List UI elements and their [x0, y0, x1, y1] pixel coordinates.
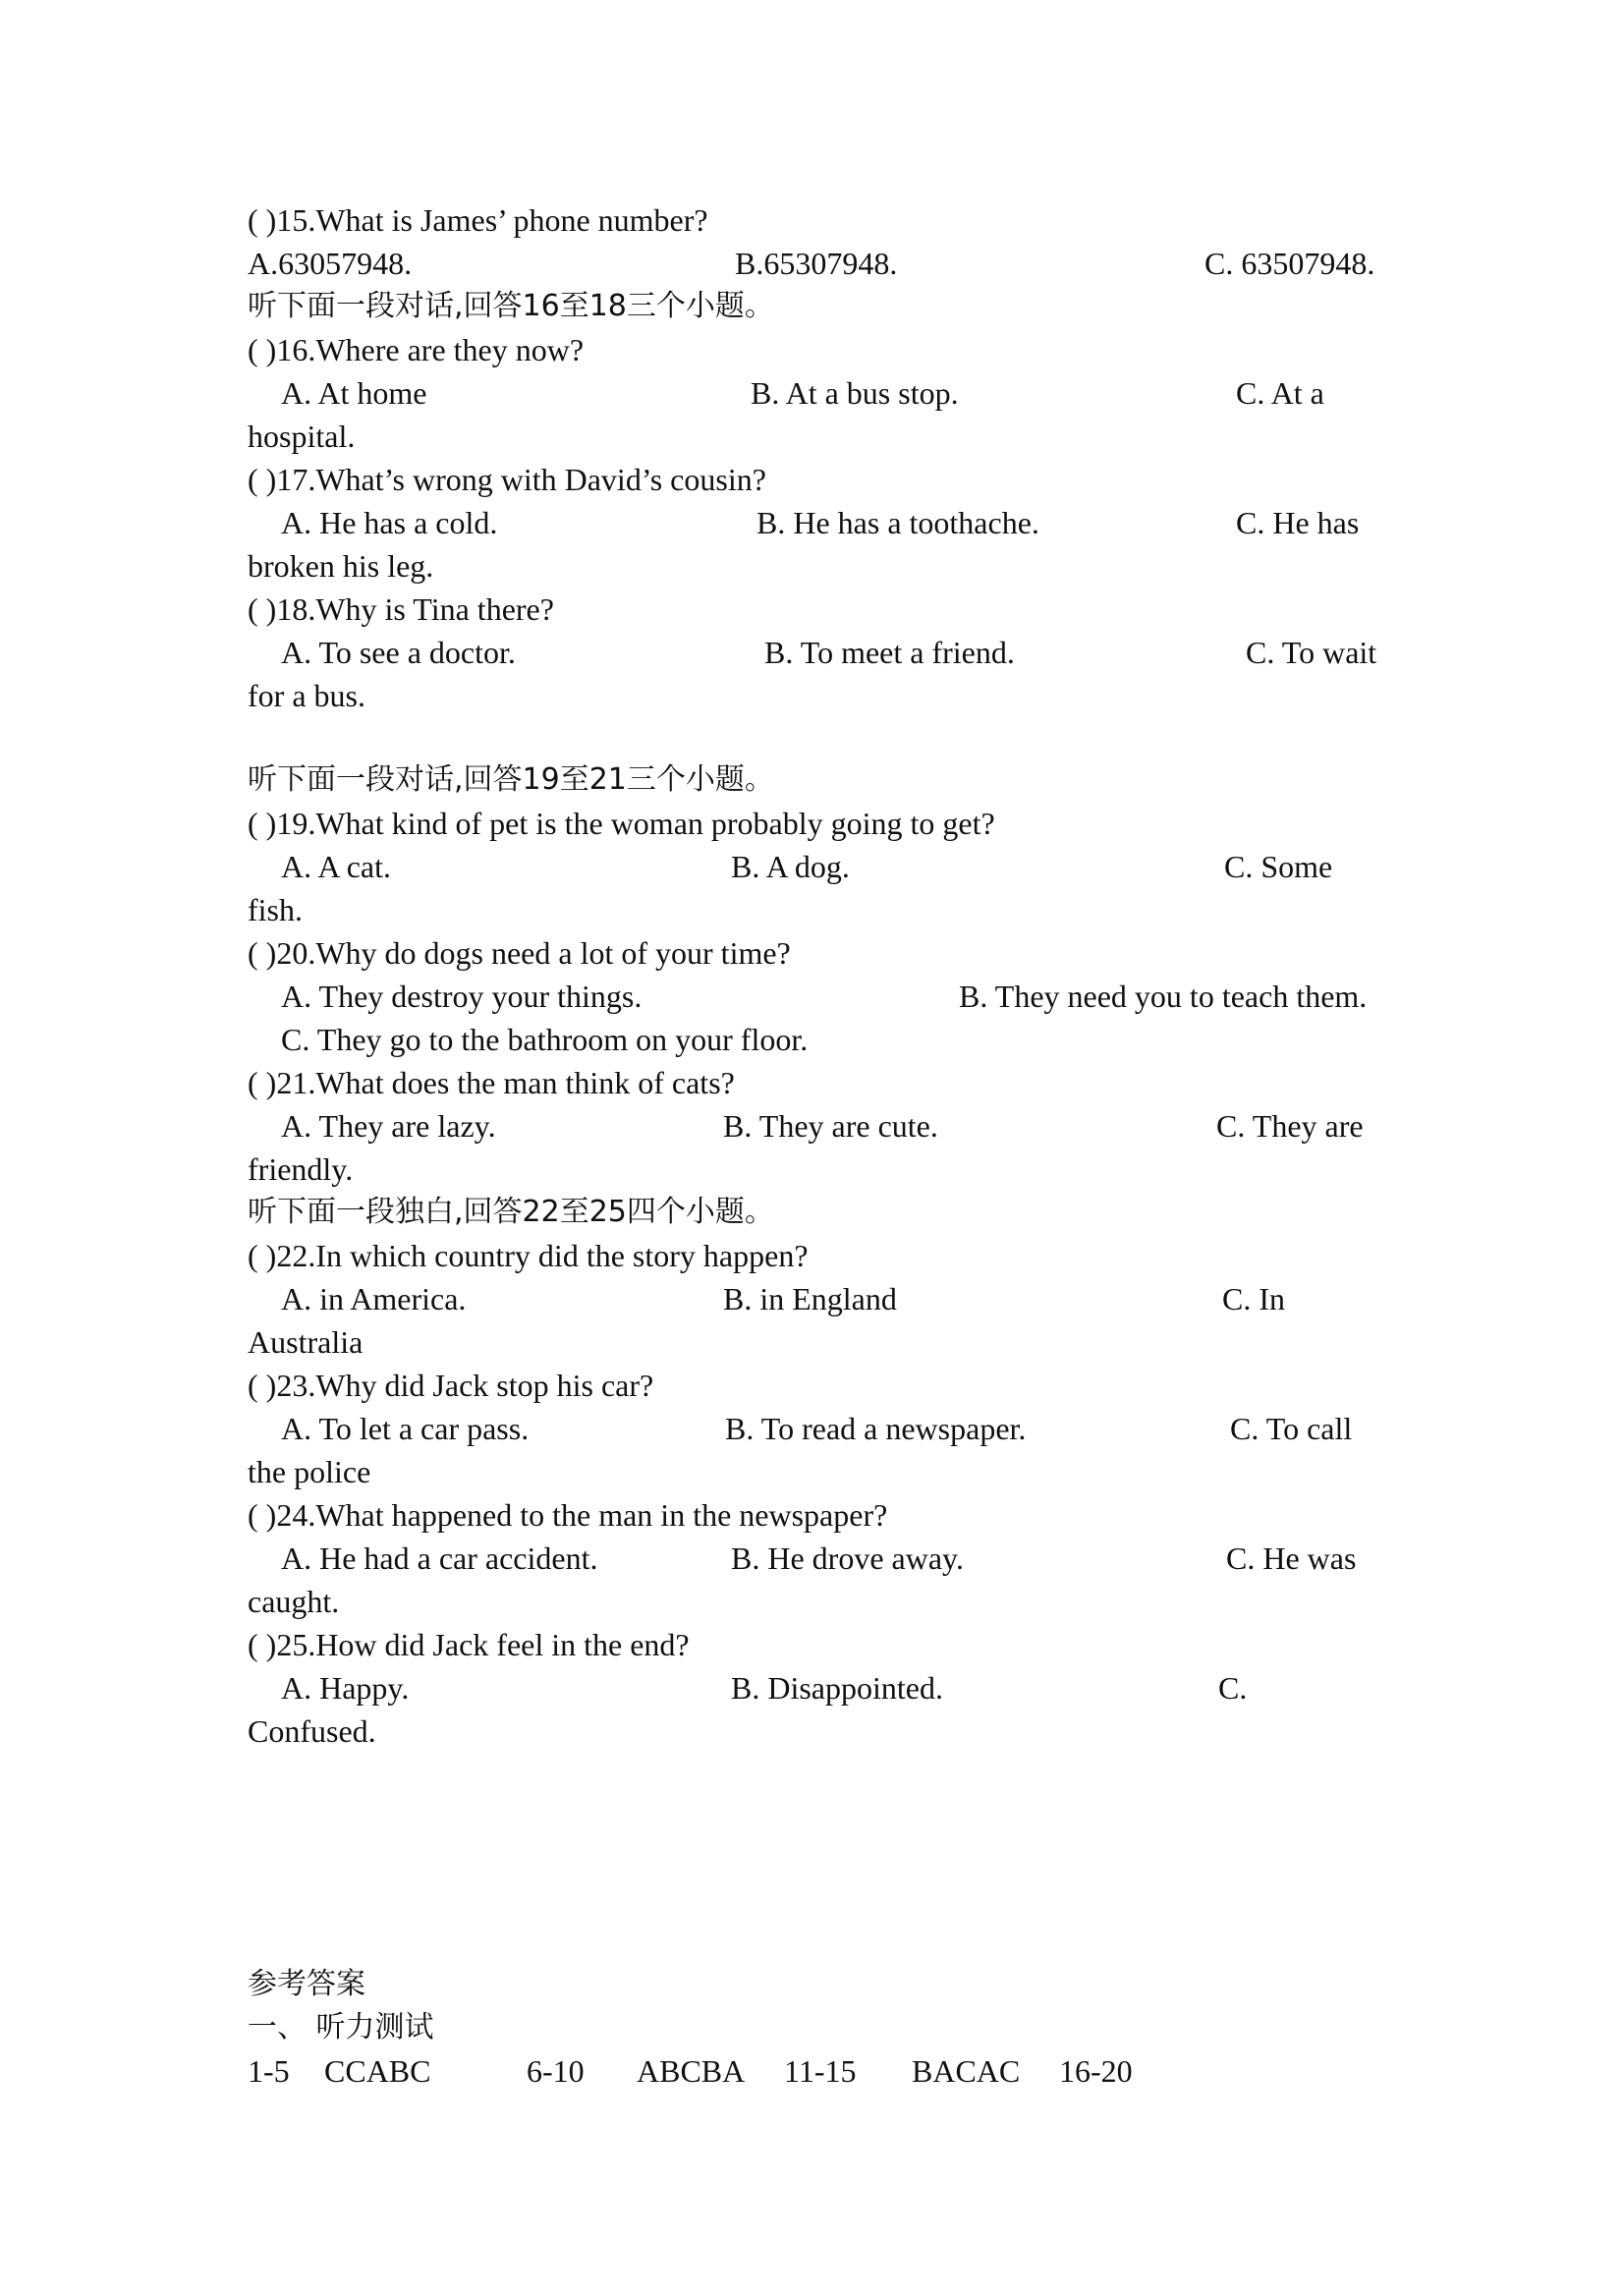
question-18-option-c: C. To wait: [1246, 635, 1377, 670]
question-25-stem: ( )25.How did Jack feel in the end?: [248, 1627, 690, 1662]
question-17-option-a: A. He has a cold.: [281, 505, 498, 540]
question-21-option-c: C. They are: [1216, 1108, 1364, 1144]
answer-key-range-16-20: 16-20: [1059, 2053, 1133, 2089]
question-19-option-c: C. Some: [1224, 849, 1333, 884]
question-24-stem: ( )24.What happened to the man in the newspaper?: [248, 1497, 888, 1533]
question-23-wrap: the police: [248, 1454, 371, 1489]
question-20-option-a: A. They destroy your things.: [281, 979, 643, 1014]
answer-key-range-1-5: 1-5: [248, 2053, 290, 2089]
question-20-stem: ( )20.Why do dogs need a lot of your time?: [248, 935, 791, 971]
answer-key-answers-1-5: CCABC: [324, 2053, 431, 2089]
section-heading-22-25: 听下面一段独白,回答22至25四个小题。: [248, 1195, 774, 1229]
question-22-option-b: B. in England: [723, 1281, 897, 1316]
question-22-option-a: A. in America.: [281, 1281, 467, 1316]
answer-key-range-6-10: 6-10: [527, 2053, 585, 2089]
question-17-option-c: C. He has: [1236, 505, 1360, 540]
question-16-option-a: A. At home: [281, 375, 427, 411]
question-21-wrap: friendly.: [248, 1151, 354, 1187]
question-25-option-b: B. Disappointed.: [731, 1670, 943, 1706]
answer-key-answers-6-10: ABCBA: [637, 2053, 746, 2089]
question-22-option-c: C. In: [1222, 1281, 1285, 1316]
question-21-option-a: A. They are lazy.: [281, 1108, 496, 1144]
answer-key-answers-11-15: BACAC: [912, 2053, 1021, 2089]
question-15-option-c: C. 63507948.: [1204, 246, 1375, 281]
question-16-option-b: B. At a bus stop.: [751, 375, 959, 411]
question-15-stem: ( )15.What is James’ phone number?: [248, 202, 708, 238]
question-25-option-c: C.: [1218, 1670, 1248, 1706]
question-16-stem: ( )16.Where are they now?: [248, 332, 585, 367]
question-20-option-b: B. They need you to teach them.: [959, 979, 1368, 1014]
question-23-option-b: B. To read a newspaper.: [725, 1411, 1027, 1446]
question-21-stem: ( )21.What does the man think of cats?: [248, 1065, 735, 1100]
question-18-option-b: B. To meet a friend.: [764, 635, 1015, 670]
question-15-option-b: B.65307948.: [735, 246, 898, 281]
question-22-stem: ( )22.In which country did the story happen?: [248, 1238, 809, 1273]
question-19-stem: ( )19.What kind of pet is the woman probably going to get?: [248, 806, 995, 841]
question-16-option-c: C. At a: [1236, 375, 1324, 411]
question-24-option-b: B. He drove away.: [731, 1540, 964, 1576]
question-23-stem: ( )23.Why did Jack stop his car?: [248, 1368, 654, 1403]
answer-key-range-11-15: 11-15: [784, 2053, 857, 2089]
question-20-option-c: C. They go to the bathroom on your floor.: [281, 1022, 809, 1057]
answer-key-title: 参考答案: [248, 1967, 365, 2001]
question-25-wrap: Confused.: [248, 1713, 376, 1749]
question-16-wrap: hospital.: [248, 419, 356, 454]
question-17-stem: ( )17.What’s wrong with David’s cousin?: [248, 462, 766, 497]
question-23-option-a: A. To let a car pass.: [281, 1411, 530, 1446]
question-22-wrap: Australia: [248, 1324, 364, 1360]
question-15-option-a: A.63057948.: [248, 246, 413, 281]
question-18-option-a: A. To see a doctor.: [281, 635, 516, 670]
question-24-option-c: C. He was: [1226, 1540, 1357, 1576]
section-heading-19-21: 听下面一段对话,回答19至21三个小题。: [248, 762, 774, 797]
question-19-option-b: B. A dog.: [731, 849, 850, 884]
question-19-option-a: A. A cat.: [281, 849, 391, 884]
question-18-wrap: for a bus.: [248, 678, 365, 713]
question-24-wrap: caught.: [248, 1584, 340, 1619]
question-25-option-a: A. Happy.: [281, 1670, 410, 1706]
question-17-option-b: B. He has a toothache.: [756, 505, 1039, 540]
answer-key-part: 一、 听力测试: [248, 2010, 434, 2044]
question-21-option-b: B. They are cute.: [723, 1108, 938, 1144]
question-17-wrap: broken his leg.: [248, 548, 434, 584]
question-18-stem: ( )18.Why is Tina there?: [248, 591, 554, 627]
section-heading-16-18: 听下面一段对话,回答16至18三个小题。: [248, 289, 774, 323]
question-23-option-c: C. To call: [1230, 1411, 1353, 1446]
question-24-option-a: A. He had a car accident.: [281, 1540, 598, 1576]
question-19-wrap: fish.: [248, 892, 303, 927]
